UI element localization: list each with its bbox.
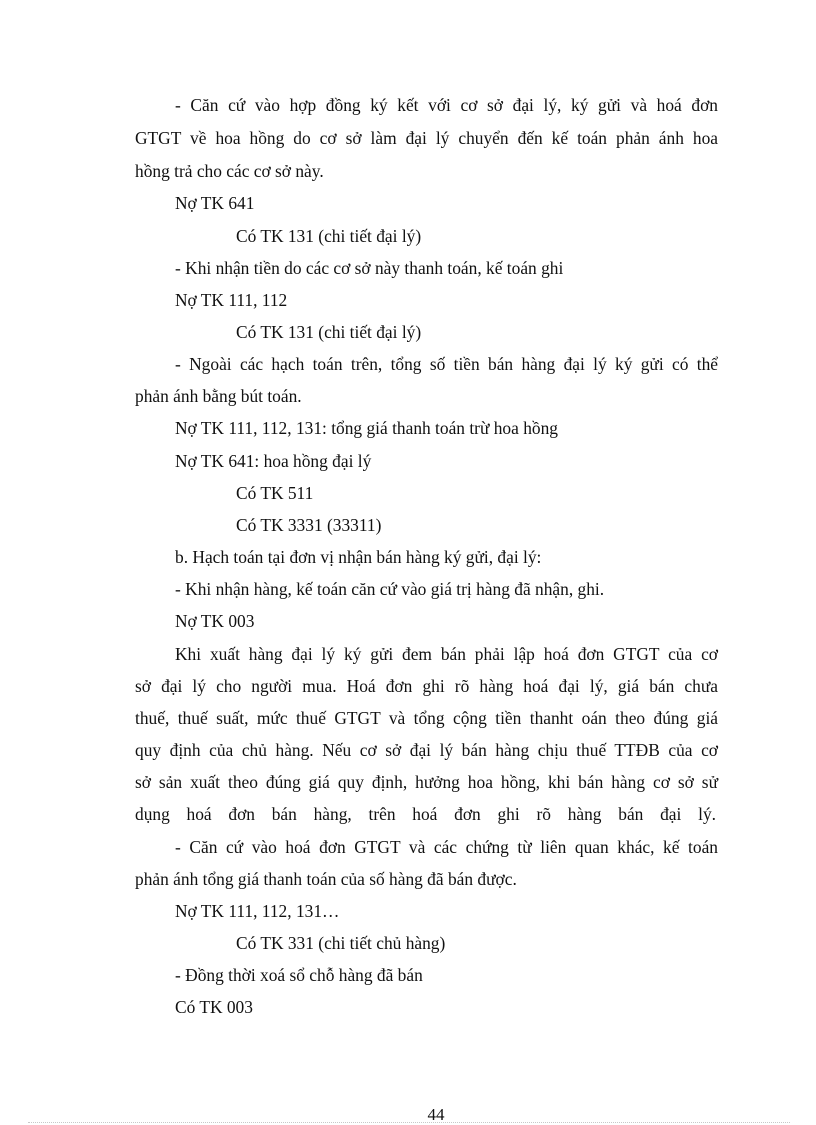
text-line-23: dụng hoá đơn bán hàng, trên hoá đơn ghi rõ hàng bán đại lý. bbox=[135, 804, 716, 824]
text-line-21: quy định của chủ hàng. Nếu cơ sở đại lý bán hàng chịu thuế TTĐB của cơ bbox=[135, 740, 718, 760]
credit-entry: Có TK 511 bbox=[236, 483, 314, 503]
credit-entry: Có TK 131 (chi tiết đại lý) bbox=[236, 322, 422, 342]
text-line-2: GTGT về hoa hồng do cơ sở làm đại lý chuyển đến kế toán phản ánh hoa bbox=[135, 128, 718, 148]
page-number: 44 bbox=[427, 1105, 445, 1124]
text-line-3: hồng trả cho các cơ sở này. bbox=[135, 161, 324, 181]
text-line-18: Khi xuất hàng đại lý ký gửi đem bán phải lập hoá đơn GTGT của cơ bbox=[175, 644, 718, 664]
text-line-1: - Căn cứ vào hợp đồng ký kết với cơ sở đại lý, ký gửi và hoá đơn bbox=[175, 95, 718, 115]
text-line-9: - Ngoài các hạch toán trên, tổng số tiền bán hàng đại lý ký gửi có thể bbox=[175, 354, 718, 374]
text-line-16: - Khi nhận hàng, kế toán căn cứ vào giá trị hàng đã nhận, ghi. bbox=[175, 579, 605, 599]
debit-entry: Nợ TK 003 bbox=[175, 611, 255, 631]
debit-entry: Nợ TK 111, 112, 131… bbox=[175, 901, 340, 921]
text-line-20: thuế, thuế suất, mức thuế GTGT và tổng cộng tiền thanht oán theo đúng giá bbox=[135, 708, 718, 728]
text-line-25: phản ánh tổng giá thanh toán của số hàng đã bán được. bbox=[135, 869, 517, 889]
debit-entry: Nợ TK 641 bbox=[175, 193, 255, 213]
credit-entry: Có TK 331 (chi tiết chủ hàng) bbox=[236, 933, 446, 953]
text-line-28: - Đồng thời xoá sổ chỗ hàng đã bán bbox=[175, 965, 423, 985]
text-line-24: - Căn cứ vào hoá đơn GTGT và các chứng từ liên quan khác, kế toán bbox=[175, 837, 718, 857]
credit-entry: Có TK 3331 (33311) bbox=[236, 515, 382, 535]
debit-entry: Nợ TK 111, 112, 131: tổng giá thanh toán trừ hoa hồng bbox=[175, 418, 558, 438]
credit-entry: Có TK 003 bbox=[175, 997, 253, 1017]
text-line-10: phản ánh bằng bút toán. bbox=[135, 386, 302, 406]
text-line-19: sở đại lý cho người mua. Hoá đơn ghi rõ hàng hoá đại lý, giá bán chưa bbox=[135, 676, 718, 696]
debit-entry: Nợ TK 111, 112 bbox=[175, 290, 288, 310]
debit-entry: Nợ TK 641: hoa hồng đại lý bbox=[175, 451, 372, 471]
text-line-6: - Khi nhận tiền do các cơ sở này thanh toán, kế toán ghi bbox=[175, 258, 564, 278]
section-heading: b. Hạch toán tại đơn vị nhận bán hàng ký gửi, đại lý: bbox=[175, 547, 542, 567]
text-line-22: sở sản xuất theo đúng giá quy định, hưởng hoa hồng, khi bán hàng cơ sở sử bbox=[135, 772, 718, 792]
credit-entry: Có TK 131 (chi tiết đại lý) bbox=[236, 226, 422, 246]
